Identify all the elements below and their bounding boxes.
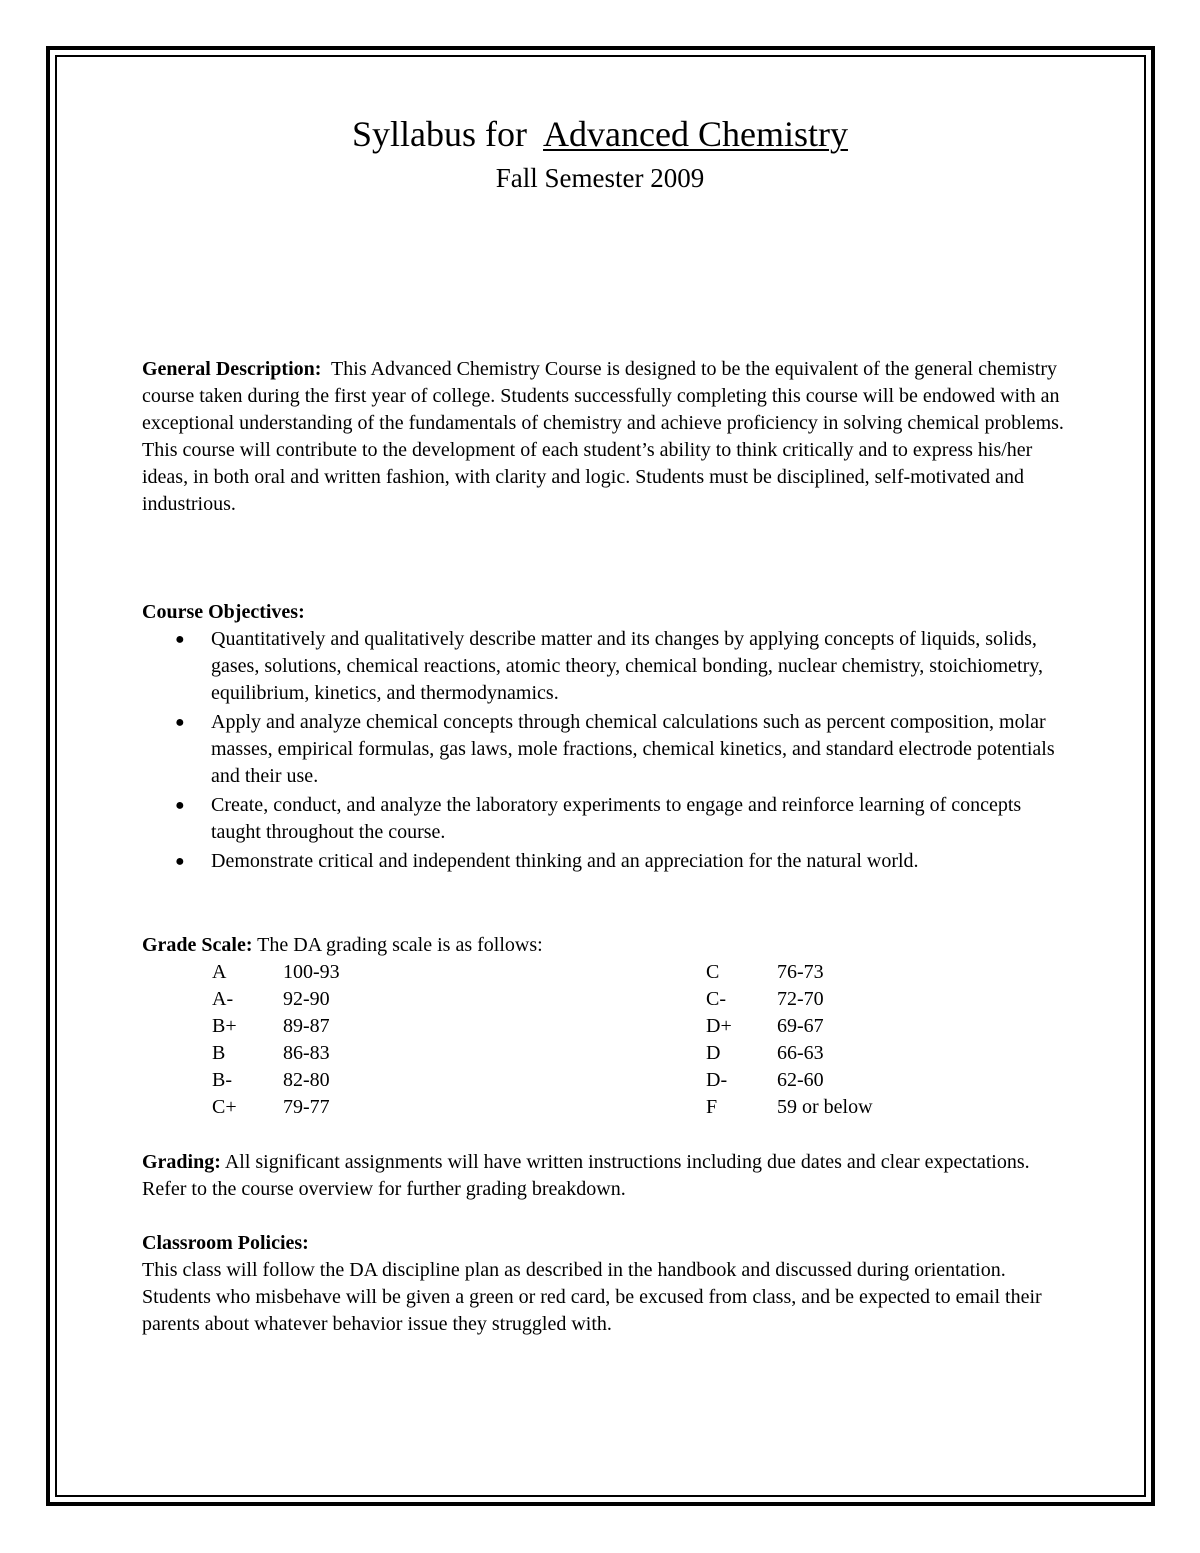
grade-letter: C+ [212, 1096, 237, 1118]
table-row [212, 1094, 340, 1121]
grade-letter: D- [706, 1069, 728, 1091]
table-row [706, 1040, 873, 1067]
grade-range: 82-80 [283, 1069, 330, 1091]
table-row [212, 1067, 340, 1094]
table-row [212, 1013, 340, 1040]
bullet-icon: ● [175, 797, 185, 814]
course-objectives-section [142, 599, 1067, 877]
course-objectives-heading: Course Objectives: [142, 601, 305, 623]
grade-range: 92-90 [283, 988, 330, 1010]
grade-range: 86-83 [283, 1042, 330, 1064]
grading-heading: Grading: [142, 1151, 221, 1173]
page-title [0, 112, 1200, 156]
grade-range: 59 or below [777, 1096, 873, 1118]
table-row [706, 986, 873, 1013]
title-prefix: Syllabus for [352, 114, 528, 154]
grade-letter: B [212, 1042, 226, 1064]
table-row [212, 959, 340, 986]
grade-range: 72-70 [777, 988, 824, 1010]
grade-scale-right-column [706, 959, 873, 1121]
bullet-icon: ● [175, 853, 185, 870]
list-item [142, 709, 1067, 790]
grade-range: 89-87 [283, 1015, 330, 1037]
grade-range: 69-67 [777, 1015, 824, 1037]
grade-letter: D+ [706, 1015, 732, 1037]
grade-letter: F [706, 1096, 718, 1118]
list-item [142, 848, 1067, 875]
grading-text: All significant assignments will have written instructions including due dates and clear expectations. Refer to the course overview for further grading breakdown. [142, 1151, 1030, 1200]
grade-letter: B- [212, 1069, 232, 1091]
classroom-policies-text: This class will follow the DA discipline plan as described in the handbook and discussed during orientation. Students who misbehave will be given a green or red card, be excused from class, and be expected to email their parents about whatever behavior issue they struggled with. [142, 1259, 1042, 1335]
grade-range: 66-63 [777, 1042, 824, 1064]
grade-scale-intro: The DA grading scale is as follows: [257, 934, 543, 956]
grade-letter: A- [212, 988, 234, 1010]
grade-scale-left-column [212, 959, 340, 1121]
grade-range: 76-73 [777, 961, 824, 983]
objective-text: Create, conduct, and analyze the laboratory experiments to engage and reinforce learning of concepts taught throughout the course. [211, 794, 1022, 843]
grading-section [142, 1149, 1067, 1203]
grade-scale-section [142, 932, 1067, 959]
classroom-policies-section [142, 1230, 1067, 1338]
classroom-policies-heading: Classroom Policies: [142, 1232, 309, 1254]
grade-scale-heading: Grade Scale: [142, 934, 253, 956]
table-row [706, 959, 873, 986]
list-item [142, 626, 1067, 707]
table-row [706, 1013, 873, 1040]
semester-subtitle: Fall Semester 2009 [495, 163, 705, 193]
table-row [212, 986, 340, 1013]
course-name: Advanced Chemistry [543, 114, 848, 154]
bullet-icon: ● [175, 631, 185, 648]
list-item [142, 792, 1067, 846]
grade-letter: C [706, 961, 720, 983]
grade-range: 100-93 [283, 961, 340, 983]
grade-letter: D [706, 1042, 721, 1064]
grade-letter: A [212, 961, 227, 983]
general-description-heading: General Description: [142, 358, 322, 380]
grade-range: 79-77 [283, 1096, 330, 1118]
general-description-text: This Advanced Chemistry Course is designed to be the equivalent of the general chemistry course taken during the first year of college. Students successfully completing this course will be endowed with an exceptional understanding of the fundamentals of chemistry and achieve proficiency in solving chemical problems. This course will contribute to the development of each student’s ability to think critically and to express his/her ideas, in both oral and written fashion, with clarity and logic. Students must be disciplined, self-motivated and industrious. [142, 358, 1064, 515]
objective-text: Apply and analyze chemical concepts through chemical calculations such as percent composition, molar masses, empirical formulas, gas laws, mole fractions, chemical kinetics, and standard electrode potentials and their use. [211, 711, 1055, 787]
objectives-list [142, 626, 1067, 875]
objective-text: Quantitatively and qualitatively describe matter and its changes by applying concepts of liquids, solids, gases, solutions, chemical reactions, atomic theory, chemical bonding, nuclear chemistry, stoichiometry, equilibrium, kinetics, and thermodynamics. [211, 628, 1043, 704]
grade-letter: B+ [212, 1015, 237, 1037]
bullet-icon: ● [175, 714, 185, 731]
table-row [706, 1067, 873, 1094]
grade-range: 62-60 [777, 1069, 824, 1091]
objective-text: Demonstrate critical and independent thinking and an appreciation for the natural world. [211, 850, 919, 872]
table-row [212, 1040, 340, 1067]
table-row [706, 1094, 873, 1121]
grade-letter: C- [706, 988, 726, 1010]
general-description-section [142, 356, 1067, 518]
